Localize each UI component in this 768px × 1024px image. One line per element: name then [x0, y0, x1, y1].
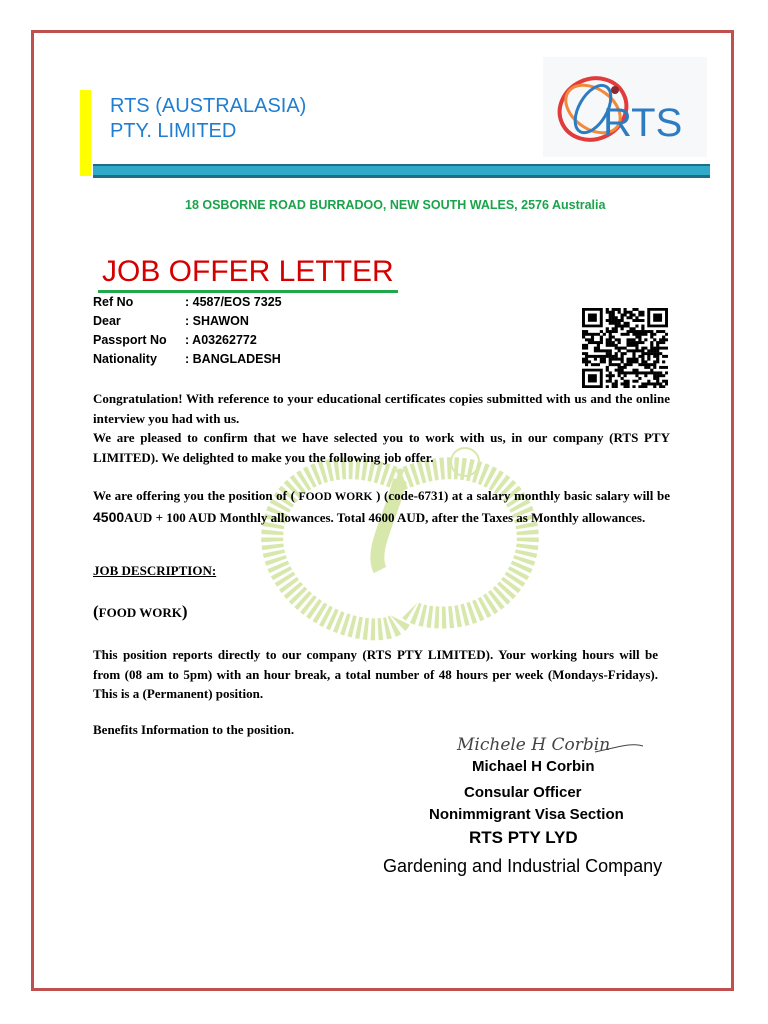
logo-text: RTS	[603, 101, 683, 145]
info-row-ref	[93, 295, 282, 314]
info-value: : SHAWON	[185, 314, 249, 328]
rts-logo	[543, 57, 707, 157]
company-name	[110, 94, 306, 144]
info-value: : 4587/EOS 7325	[185, 295, 282, 309]
info-label: Ref No	[93, 295, 134, 309]
company-name-line2: PTY. LIMITED	[110, 120, 237, 142]
paren-open: (	[93, 602, 99, 621]
congratulation-paragraph	[93, 389, 670, 467]
position-text: FOOD WORK	[298, 491, 373, 503]
info-row-dear	[93, 314, 282, 333]
info-value: : BANGLADESH	[185, 352, 281, 366]
handwritten-signature	[455, 728, 645, 760]
salary-text: 4500	[93, 508, 125, 525]
paragraph-text: We are pleased to confirm that we have selected you to work with us, in our company (RTS PTY LIMITED). We delighted to make you the following job offer.	[93, 430, 670, 465]
food-work-text: FOOD WORK	[98, 605, 182, 620]
signer-company: RTS PTY LYD	[469, 828, 578, 847]
paragraph-text: ) (code-6731) at a salary monthly basic salary will be	[372, 488, 671, 503]
paragraph-text: AUD + 100 AUD Monthly allowances. Total 4600 AUD, after the Taxes as Monthly allowances.	[124, 509, 646, 525]
paragraph-text: We are offering you the position of (	[93, 488, 299, 503]
paren-close: )	[181, 602, 188, 621]
info-value: : A03262772	[185, 333, 257, 347]
company-name-line1: RTS (AUSTRALASIA)	[110, 95, 307, 117]
info-label: Nationality	[93, 352, 157, 366]
offer-paragraph	[93, 486, 670, 527]
accent-bar	[80, 90, 91, 176]
signature-script: Michele H Corbin	[457, 735, 611, 755]
page-title: JOB OFFER LETTER	[98, 254, 398, 293]
signer-section: Nonimmigrant Visa Section	[429, 806, 624, 823]
food-work-heading	[93, 602, 188, 622]
benefits-text: Benefits Information to the position.	[93, 722, 295, 737]
signer-role: Consular Officer	[464, 784, 582, 801]
paragraph-text: Congratulation! With reference to your educational certificates copies submitted with us and the online interview you had with us.	[93, 391, 670, 426]
qr-code	[582, 308, 668, 388]
job-description-heading: JOB DESCRIPTION:	[93, 563, 217, 578]
info-label: Passport No	[93, 333, 167, 347]
signer-industry: Gardening and Industrial Company	[383, 856, 663, 876]
recipient-info	[93, 295, 282, 371]
position-details-paragraph: This position reports directly to our company (RTS PTY LIMITED). Your working hours will be from (08 am to 5pm) with an hour break, a total number of 48 hours per week (Mondays-Fridays). This is a (Permanent) position.	[93, 647, 658, 701]
info-row-nationality	[93, 352, 282, 371]
info-label: Dear	[93, 314, 121, 328]
header-rule	[93, 164, 710, 178]
info-row-passport	[93, 333, 282, 352]
company-address: 18 OSBORNE ROAD BURRADOO, NEW SOUTH WALES, 2576 Australia	[185, 198, 606, 212]
signer-name: Michael H Corbin	[472, 758, 595, 775]
